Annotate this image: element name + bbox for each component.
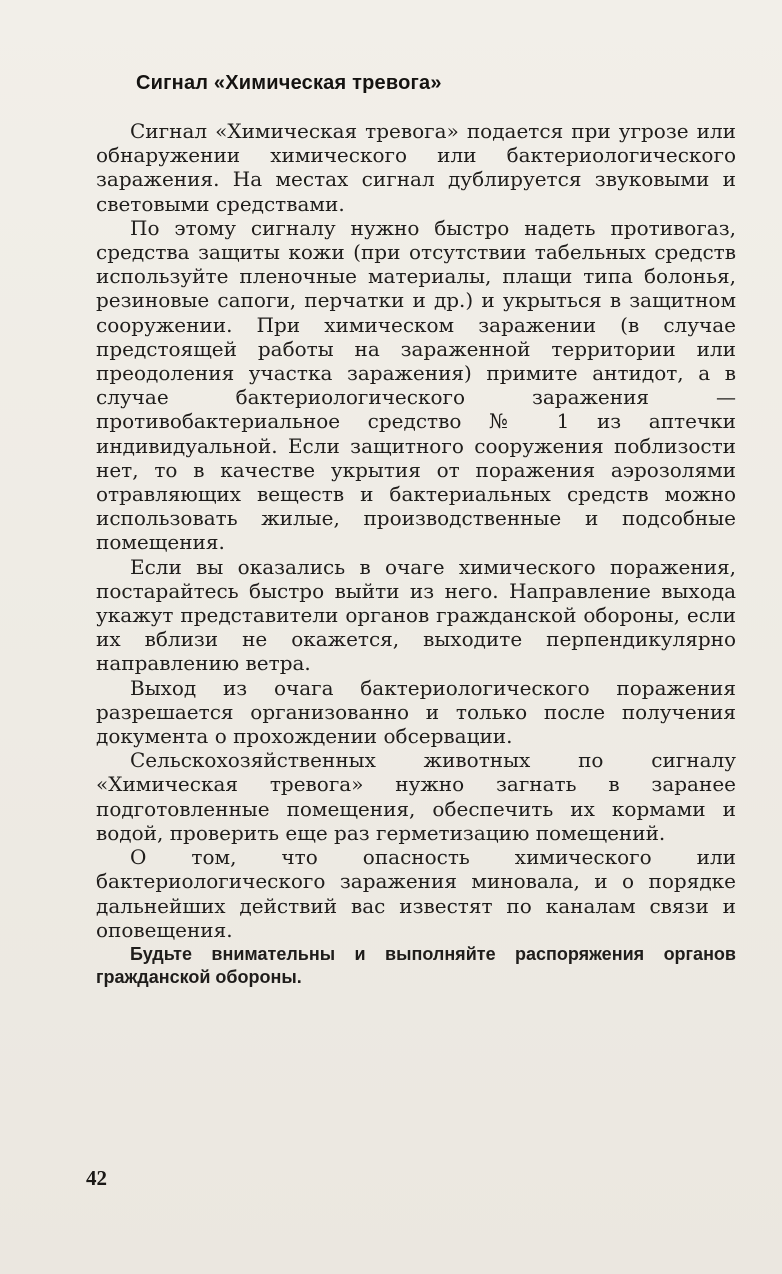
paragraph-2: По этому сигналу нужно быстро надеть противогаз, средства защиты кожи (при отсутствии табельных средств используйте пленочные материалы, плащи типа болонья, резиновые сапоги, перчатки и др.) и укрыться в защитном сооружении. При химическом заражении (в случае предстоящей работы на зараженной территории или преодоления участка заражения) примите антидот, а в случае бактериологического заражения — противобактериальное средство № 1 из аптечки индивидуальной. Если защитного сооружения поблизости нет, то в качестве укрытия от поражения аэрозолями отравляющих веществ и бактериальных средств можно использовать жилые, производственные и подсобные помещения. (96, 215, 736, 555)
page-number: 42 (86, 1166, 107, 1190)
paragraph-5: Сельскохозяйственных животных по сигналу «Химическая тревога» нужно загнать в заранее подготовленные помещения, обеспечить их кормами и водой, проверить еще раз герметизацию помещений. (96, 748, 736, 845)
paragraph-3: Если вы оказались в очаге химического поражения, постарайтесь быстро выйти из него. Направление выхода укажут представители органов гражданской обороны, если их вблизи не окажется, выходите перпендикулярно направлению ветра. (96, 554, 736, 676)
page-content (96, 72, 736, 989)
closing-paragraph: Будьте внимательны и выполняйте распоряжения органов гражданской обороны. (96, 943, 736, 987)
section-heading: Сигнал «Химическая тревога» (136, 72, 442, 94)
paragraph-1: Сигнал «Химическая тревога» подается при угрозе или обнаружении химического или бактериологического заражения. На местах сигнал дублируется звуковыми и световыми средствами. (96, 119, 736, 216)
paragraph-4: Выход из очага бактериологического поражения разрешается организованно и только после получения документа о прохождении обсервации. (96, 675, 736, 749)
paragraph-6: О том, что опасность химического или бактериологического заражения миновала, и о порядке дальнейших действий вас известят по каналам связи и оповещения. (96, 845, 736, 942)
